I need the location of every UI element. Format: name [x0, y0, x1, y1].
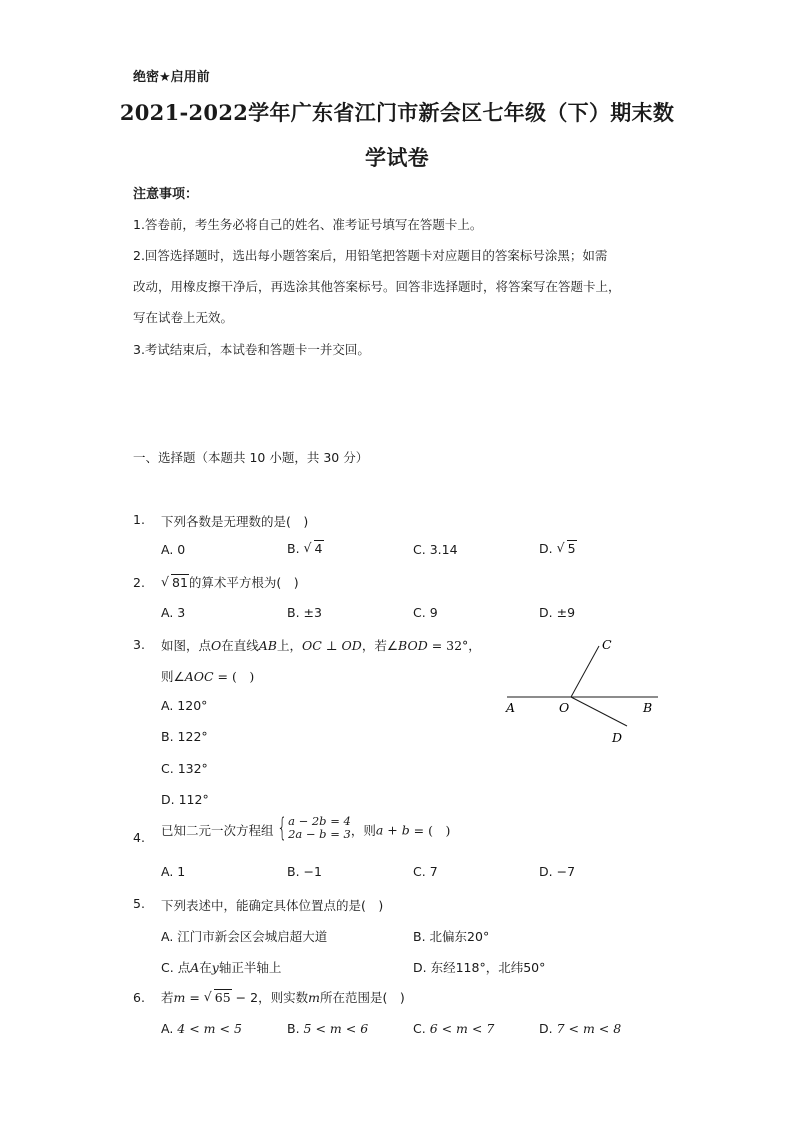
option-b[interactable]: B. 5 < m < 6 — [287, 1021, 369, 1036]
option-b[interactable]: B. −1 — [287, 864, 322, 879]
ray-oc — [571, 646, 599, 697]
question-number: 3. — [133, 637, 145, 652]
option-c[interactable]: C. 3.14 — [413, 542, 458, 557]
option-d[interactable]: D. ±9 — [539, 605, 576, 620]
option-a[interactable]: A. 120° — [161, 698, 208, 713]
option-a[interactable]: A. 4 < m < 5 — [161, 1021, 242, 1036]
option-b[interactable]: B. ±3 — [287, 605, 322, 620]
question-number: 2. — [133, 575, 145, 590]
brace-icon: { — [276, 813, 287, 843]
question-text-cont: 则∠AOC = ( ) — [161, 669, 255, 684]
label-o: O — [559, 700, 570, 715]
notice-item-1: 1.答卷前，考生务必将自己的姓名、准考证号填写在答题卡上。 — [133, 217, 483, 232]
question-text: √ 81的算术平方根为( ) — [161, 573, 299, 591]
question-number: 6. — [133, 990, 145, 1005]
option-d[interactable]: D. 112° — [161, 792, 209, 807]
label-b: B — [643, 700, 653, 715]
option-c[interactable]: C. 9 — [413, 605, 438, 620]
question-text: 如图，点O在直线AB上，OC ⊥ OD，若∠BOD = 32°， — [161, 638, 481, 653]
option-a[interactable]: A. 1 — [161, 864, 186, 879]
option-d[interactable]: D. −7 — [539, 864, 576, 879]
option-b[interactable]: B. √ 4 — [287, 541, 324, 556]
exam-title-line2: 学试卷 — [365, 145, 429, 170]
option-a[interactable]: A. 3 — [161, 605, 186, 620]
option-d[interactable]: D. √ 5 — [539, 541, 577, 556]
ray-od — [571, 697, 627, 726]
notice-item-2-cont: 改动，用橡皮擦干净后，再选涂其他答案标号。回答非选择题时，将答案写在答题卡上， — [133, 279, 621, 294]
question-text: 下列各数是无理数的是( ) — [161, 514, 309, 529]
label-d: D — [612, 730, 623, 745]
secret-label: 绝密★启用前 — [133, 70, 210, 85]
option-c[interactable]: C. 7 — [413, 864, 438, 879]
option-c[interactable]: C. 132° — [161, 761, 208, 776]
section-heading: 一、选择题（本题共 10 小题，共 30 分） — [133, 450, 369, 465]
option-d[interactable]: D. 东经118°，北纬50° — [413, 960, 546, 975]
question-text: 若m = √ 65 − 2，则实数m所在范围是( ) — [161, 988, 405, 1006]
question-text: 已知二元一次方程组 { a − 2b = 4 2a − b = 3 ，则a + b = ( ) — [161, 813, 451, 843]
option-d[interactable]: D. 7 < m < 8 — [539, 1021, 622, 1036]
question-text: 下列表述中，能确定具体位置点的是( ) — [161, 898, 384, 913]
option-c[interactable]: C. 点A在y轴正半轴上 — [161, 960, 282, 975]
question-number: 5. — [133, 896, 145, 911]
option-b[interactable]: B. 北偏东20° — [413, 929, 490, 944]
question-number: 4. — [133, 830, 145, 845]
label-a: A — [506, 700, 516, 715]
question-number: 1. — [133, 512, 145, 527]
label-c: C — [602, 637, 612, 652]
option-a[interactable]: A. 江门市新会区会城启超大道 — [161, 929, 328, 944]
notice-title: 注意事项： — [133, 187, 199, 202]
notice-item-3: 3.考试结束后，本试卷和答题卡一并交回。 — [133, 342, 370, 357]
option-b[interactable]: B. 122° — [161, 729, 208, 744]
geometry-figure — [500, 630, 670, 750]
option-c[interactable]: C. 6 < m < 7 — [413, 1021, 495, 1036]
notice-item-2: 2.回答选择题时，选出每小题答案后，用铅笔把答题卡对应题目的答案标号涂黑；如需 — [133, 248, 608, 263]
option-a[interactable]: A. 0 — [161, 542, 186, 557]
exam-title-line1: 2021-2022学年广东省江门市新会区七年级（下）期末数 — [119, 100, 675, 125]
notice-item-2-end: 写在试卷上无效。 — [133, 310, 234, 325]
